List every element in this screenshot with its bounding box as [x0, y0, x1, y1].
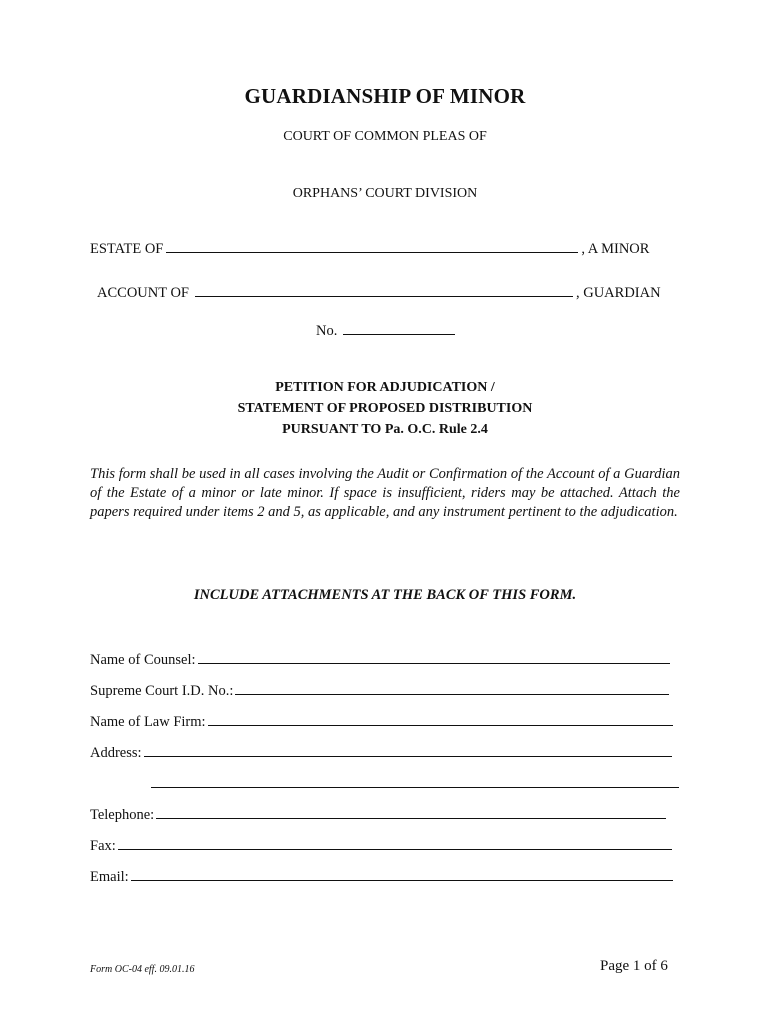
case-number-field[interactable] — [343, 320, 455, 335]
form-identifier: Form OC-04 eff. 09.01.16 — [90, 964, 195, 975]
fax-field[interactable] — [118, 835, 672, 850]
estate-suffix: , A MINOR — [581, 241, 650, 257]
case-number-row — [316, 320, 458, 340]
petition-heading — [0, 377, 770, 440]
email-field[interactable] — [131, 866, 673, 881]
division-name: ORPHANS’ COURT DIVISION — [292, 186, 478, 201]
law-firm-label: Name of Law Firm: — [90, 714, 206, 730]
account-label: ACCOUNT OF — [97, 285, 189, 301]
form-title: GUARDIANSHIP OF MINOR — [244, 84, 526, 108]
supreme-court-id-label: Supreme Court I.D. No.: — [90, 683, 234, 699]
fax-label: Fax: — [90, 838, 116, 854]
counsel-name-row — [90, 649, 673, 669]
telephone-row — [90, 804, 669, 824]
estate-name-field[interactable] — [166, 238, 578, 253]
address-label: Address: — [90, 745, 142, 761]
counsel-name-field[interactable] — [198, 649, 670, 664]
attachments-notice: INCLUDE ATTACHMENTS AT THE BACK OF THIS FORM. — [193, 587, 577, 603]
supreme-court-id-field[interactable] — [235, 680, 669, 695]
law-firm-row — [90, 711, 676, 731]
page-number: Page 1 of 6 — [600, 958, 668, 974]
account-name-field[interactable] — [195, 282, 573, 297]
court-name: COURT OF COMMON PLEAS OF — [283, 129, 487, 144]
email-label: Email: — [90, 869, 129, 885]
email-row — [90, 866, 676, 886]
address-field-line-2[interactable] — [151, 773, 679, 788]
address-field-line-1[interactable] — [144, 742, 672, 757]
fax-row — [90, 835, 675, 855]
law-firm-field[interactable] — [208, 711, 673, 726]
telephone-field[interactable] — [156, 804, 666, 819]
case-number-label: No. — [316, 323, 338, 339]
address-row — [90, 742, 675, 762]
counsel-name-label: Name of Counsel: — [90, 652, 196, 668]
telephone-label: Telephone: — [90, 807, 155, 823]
petition-line-1: PETITION FOR ADJUDICATION / — [275, 380, 495, 395]
estate-row — [90, 238, 649, 258]
estate-label: ESTATE OF — [90, 241, 164, 257]
account-suffix: , GUARDIAN — [575, 285, 661, 301]
supreme-court-id-row — [90, 680, 672, 700]
instructions-paragraph: This form shall be used in all cases involving the Audit or Confirmation of the Account of a Guardian of the Estate of a minor or late minor. If space is insufficient, riders may be attached. Attach the papers required under items 2 and 5, as applicable, and any instrument pertinent to the adjudication. — [90, 466, 680, 520]
account-row — [97, 282, 661, 302]
petition-line-3: PURSUANT TO Pa. O.C. Rule 2.4 — [282, 422, 488, 437]
petition-line-2: STATEMENT OF PROPOSED DISTRIBUTION — [237, 401, 533, 416]
